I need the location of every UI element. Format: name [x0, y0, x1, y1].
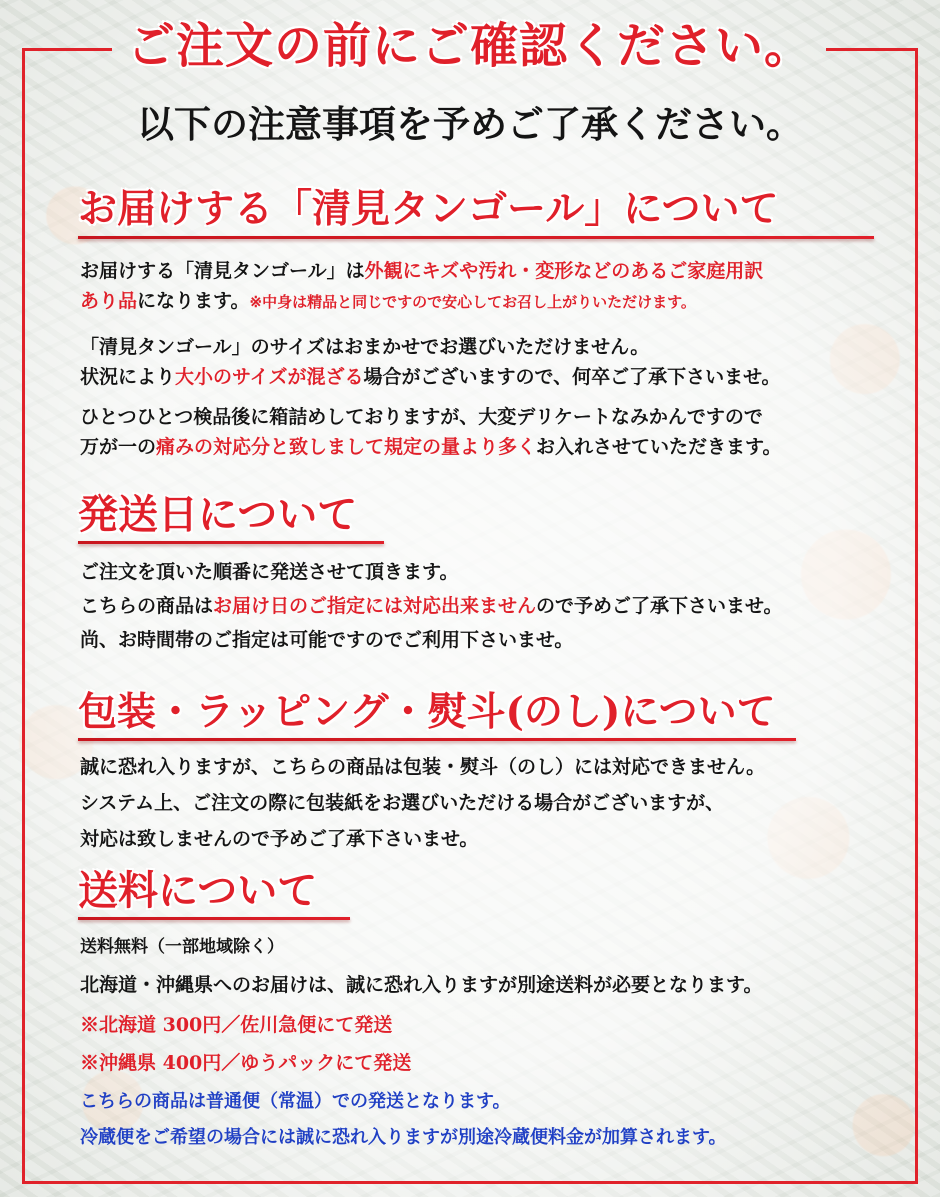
- shipping-date-heading-underline: [78, 541, 384, 544]
- product-line-1: お届けする「清見タンゴール」は外観にキズや汚れ・変形などのあるご家庭用訳: [80, 260, 764, 282]
- product-quantity-line-2: 万が一の痛みの対応分と致しまして規定の量より多くお入れさせていただきます。: [80, 436, 782, 458]
- product-size-line-1: 「清見タンゴール」のサイズはおまかせでお選びいただけません。: [80, 336, 650, 358]
- wrapping-line-2: システム上、ご注文の際に包装紙をお選びいただける場合がございますが、: [80, 792, 725, 814]
- shipping-date-line-3: 尚、お時間帯のご指定は可能ですのでご利用下さいませ。: [80, 629, 574, 651]
- postage-normal-delivery-line: こちらの商品は普通便（常温）での発送となります。: [80, 1091, 511, 1112]
- shipping-date-heading: 発送日について: [78, 491, 358, 538]
- wrapping-line-1: 誠に恐れ入りますが、こちらの商品は包装・熨斗（のし）には対応できません。: [80, 756, 766, 778]
- wrapping-heading: 包装・ラッピング・熨斗(のし)について: [78, 689, 776, 735]
- product-size-line-2: 状況により大小のサイズが混ざる場合がございますので、何卒ご了承下さいませ。: [80, 366, 781, 388]
- shipping-date-line-1: ご注文を頂いた順番に発送させて頂きます。: [80, 561, 459, 583]
- page-title: ご注文の前にご確認ください。: [126, 18, 813, 74]
- postage-heading: 送料について: [78, 867, 318, 914]
- wrapping-line-3: 対応は致しませんので予めご了承下さいませ。: [80, 828, 479, 850]
- product-line-2: あり品になります。※中身は精品と同じですので安心してお召し上がりいただけます。: [80, 290, 696, 312]
- product-quantity-line-1: ひとつひとつ検品後に箱詰めしておりますが、大変デリケートなみかんですので: [80, 406, 763, 428]
- postage-okinawa-line: ※沖縄県 400円／ゆうパックにて発送: [80, 1052, 412, 1074]
- product-heading-underline: [78, 236, 874, 239]
- postage-hokkaido-line: ※北海道 300円／佐川急便にて発送: [80, 1014, 393, 1036]
- page-subtitle: 以下の注意事項を予めご了承ください。: [137, 102, 803, 146]
- postage-free-line: 送料無料（一部地域除く）: [80, 937, 284, 957]
- wrapping-heading-underline: [78, 738, 796, 741]
- shipping-date-line-2: こちらの商品はお届け日のご指定には対応出来ませんので予めご了承下さいませ。: [80, 595, 783, 617]
- postage-heading-underline: [78, 917, 350, 920]
- product-heading: お届けする「清見タンゴール」について: [78, 186, 779, 232]
- postage-refrigerated-line: 冷蔵便をご希望の場合には誠に恐れ入りますが別途冷蔵便料金が加算されます。: [80, 1127, 727, 1148]
- postage-remote-line: 北海道・沖縄県へのお届けは、誠に恐れ入りますが別途送料が必要となります。: [80, 974, 763, 996]
